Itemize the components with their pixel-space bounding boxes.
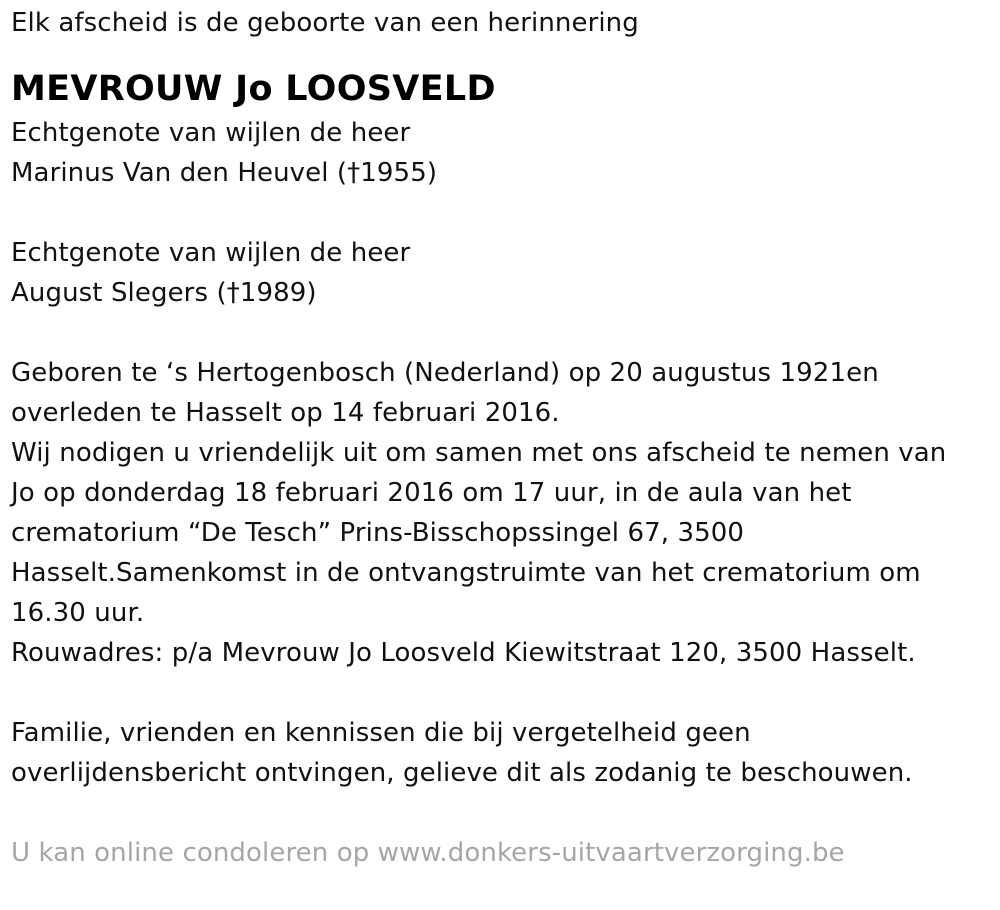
details-line: overleden te Hasselt op 14 februari 2016. [11,398,560,428]
spacer [11,313,986,353]
family-notice-line: overlijdensbericht ontvingen, gelieve dit als zodanig te beschouwen. [11,758,913,788]
details-line: Hasselt.Samenkomst in de ontvangstruimte van het crematorium om [11,558,921,588]
spouse1-line2: Marinus Van den Heuvel (†1955) [11,158,438,188]
online-condolence-text: U kan online condoleren op www.donkers-uitvaartverzorging.be [11,838,845,868]
details-line: 16.30 uur. [11,598,145,628]
spacer [11,193,986,233]
details-line: Geboren te ‘s Hertogenbosch (Nederland) op 20 augustus 1921en [11,358,879,388]
details-line: Wij nodigen u vriendelijk uit om samen met ons afscheid te nemen van [11,438,947,468]
spouse2-line1: Echtgenote van wijlen de heer [11,238,411,268]
deceased-name: MEVROUW Jo LOOSVELD [11,69,496,109]
family-notice-line: Familie, vrienden en kennissen die bij vergetelheid geen [11,718,751,748]
details-line: Jo op donderdag 18 februari 2016 om 17 uur, in de aula van het [11,478,852,508]
mourning-address: Rouwadres: p/a Mevrouw Jo Loosveld Kiewitstraat 120, 3500 Hasselt. [11,638,916,668]
motto: Elk afscheid is de geboorte van een herinnering [11,8,639,38]
spacer [11,673,986,713]
details-line: crematorium “De Tesch” Prins-Bisschopssingel 67, 3500 [11,518,745,548]
spouse1-line1: Echtgenote van wijlen de heer [11,118,411,148]
spacer [11,793,986,833]
obituary-notice [11,3,986,873]
spouse2-line2: August Slegers (†1989) [11,278,317,308]
